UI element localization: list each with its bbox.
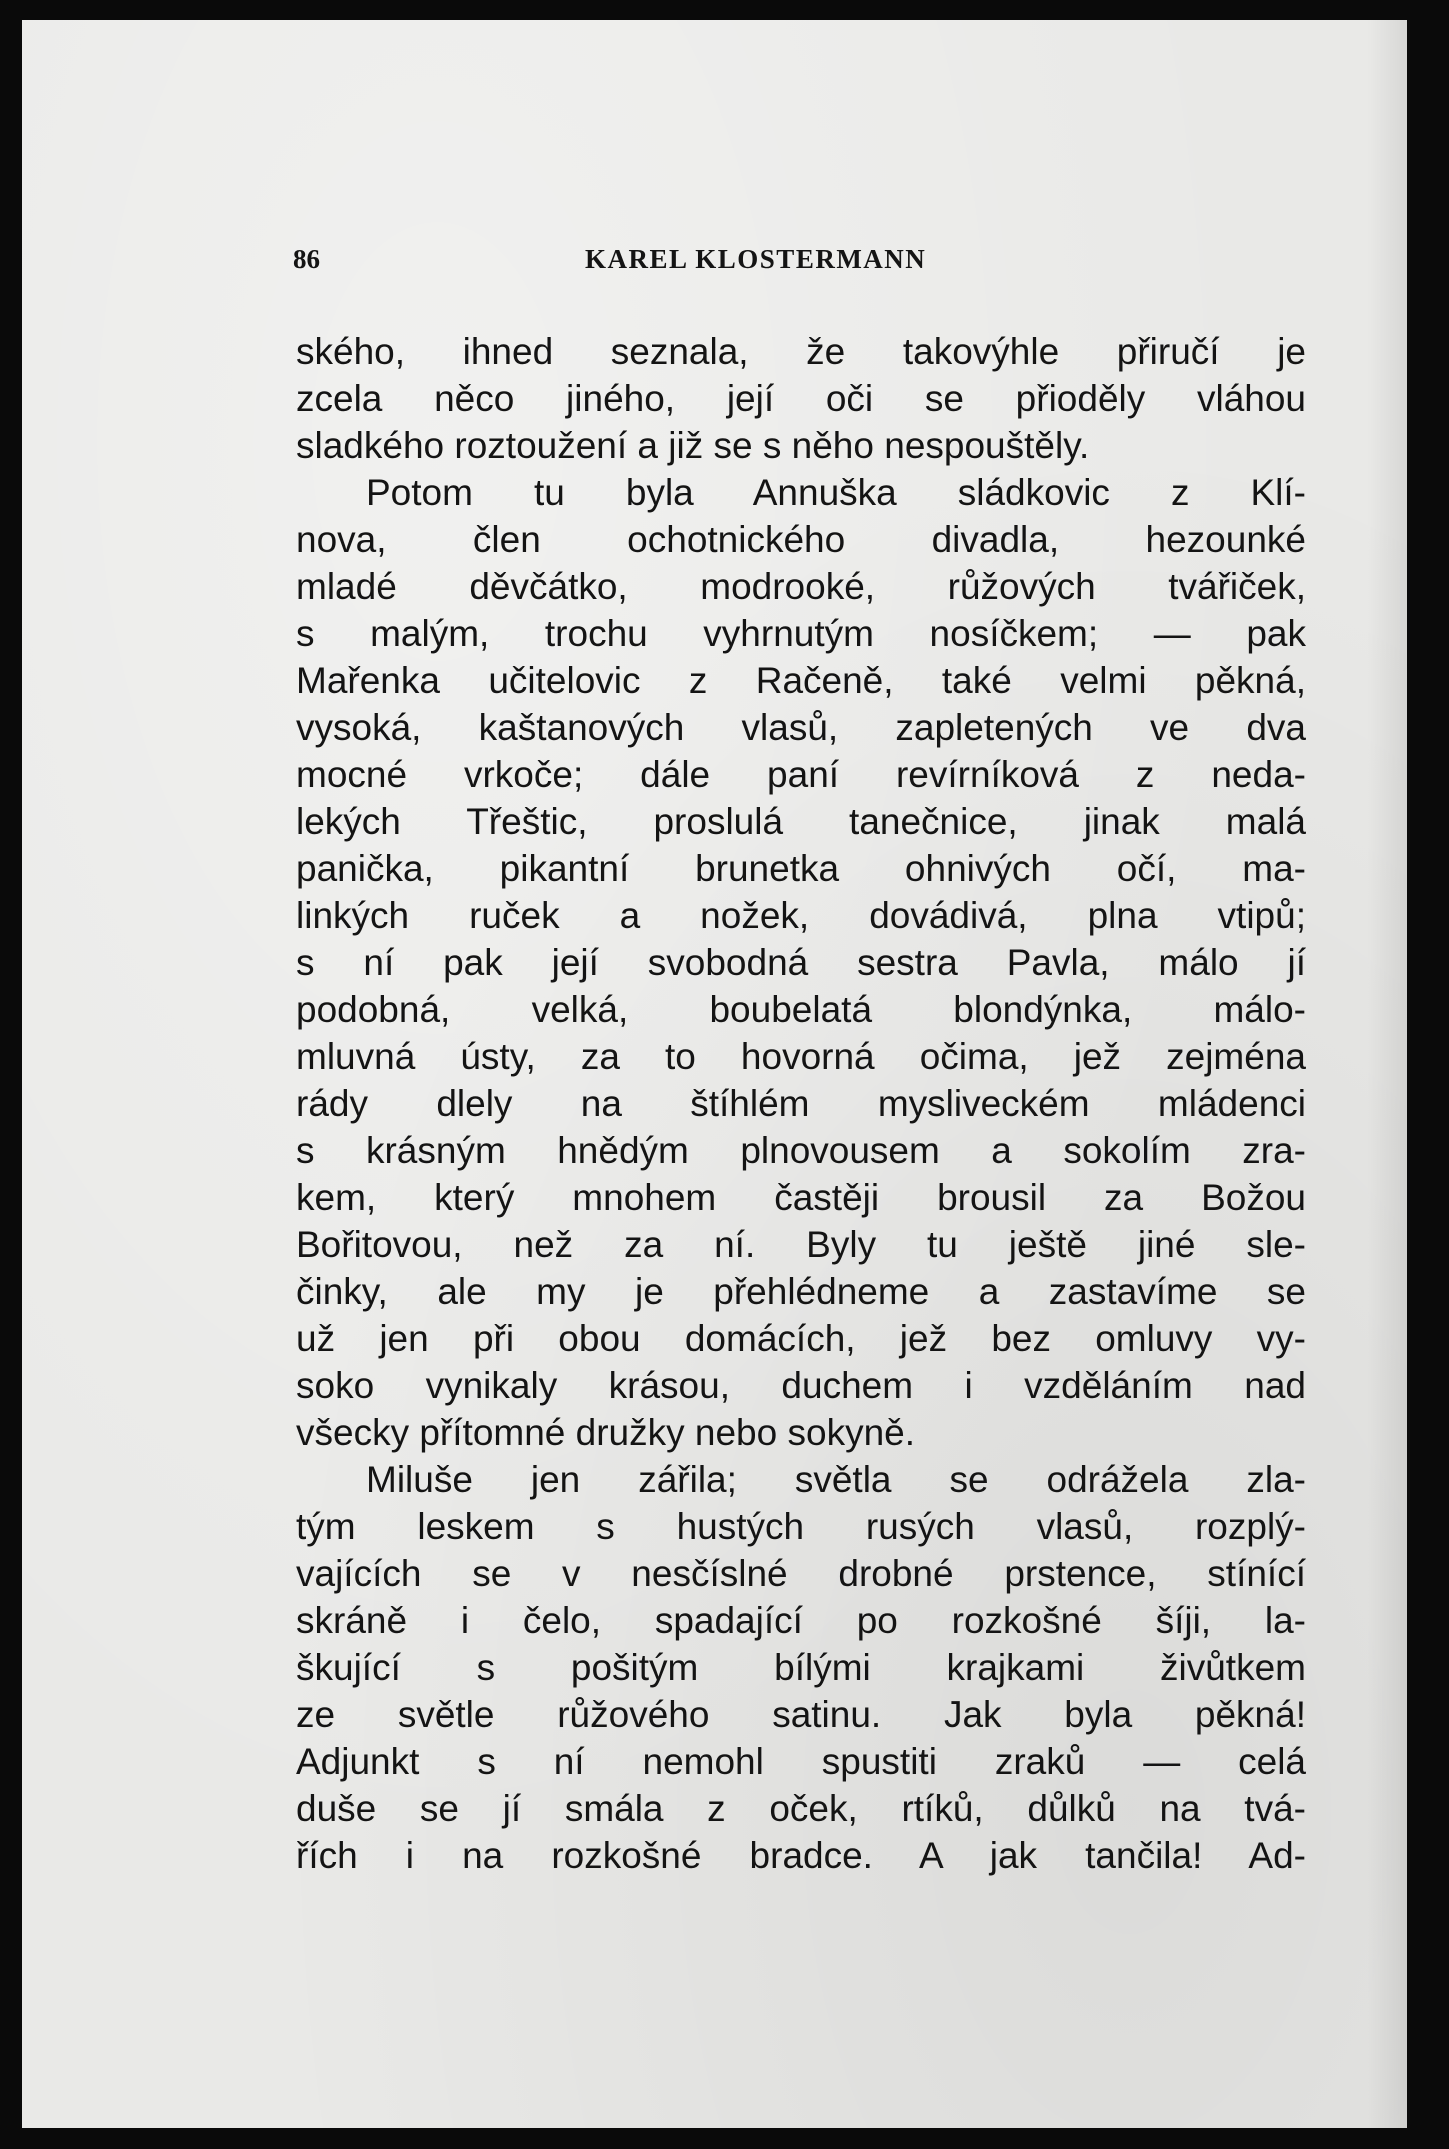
text-line: ského, ihned seznala, že takovýhle přiručí je — [296, 331, 1306, 372]
text-line: duše se jí smála z oček, rtíků, důlků na tvá- — [296, 1788, 1306, 1829]
text-line: kem, který mnohem častěji brousil za Božou — [296, 1177, 1306, 1218]
page-number: 86 — [293, 244, 320, 274]
text-line: Miluše jen zářila; světla se odrážela zla- — [366, 1459, 1306, 1500]
text-line: linkých ruček a nožek, dovádivá, plna vtipů; — [296, 895, 1306, 936]
text-line: skráně i čelo, spadající po rozkošné šíji, la- — [296, 1600, 1306, 1641]
text-line: Adjunkt s ní nemohl spustiti zraků — celá — [296, 1741, 1306, 1782]
page-header — [293, 244, 1303, 284]
running-head: KAREL KLOSTERMANN — [585, 244, 927, 274]
text-line: sladkého roztoužení a již se s něho nespouštěly. — [296, 425, 1090, 466]
text-line: rády dlely na štíhlém mysliveckém mládenci — [296, 1083, 1306, 1124]
text-line: mluvná ústy, za to hovorná očima, jež zejména — [296, 1036, 1306, 1077]
text-line: vajících se v nesčíslné drobné prstence, stínící — [296, 1553, 1306, 1594]
text-line: nova, člen ochotnického divadla, hezounké — [296, 519, 1306, 560]
text-line: Bořitovou, než za ní. Byly tu ještě jiné sle- — [296, 1224, 1306, 1265]
text-line: panička, pikantní brunetka ohnivých očí, ma- — [296, 848, 1306, 889]
text-line: soko vynikaly krásou, duchem i vzděláním nad — [296, 1365, 1306, 1406]
text-line: řích i na rozkošné bradce. A jak tančila! Ad- — [296, 1835, 1306, 1876]
text-line: lekých Třeštic, proslulá tanečnice, jinak malá — [296, 801, 1306, 842]
text-line: vysoká, kaštanových vlasů, zapletených ve dva — [296, 707, 1306, 748]
text-line: s malým, trochu vyhrnutým nosíčkem; — pak — [296, 613, 1306, 654]
text-line: všecky přítomné družky nebo sokyně. — [296, 1412, 916, 1453]
text-line: mocné vrkoče; dále paní revírníková z neda- — [296, 754, 1306, 795]
text-line: Potom tu byla Annuška sládkovic z Klí- — [366, 472, 1306, 513]
text-line: mladé děvčátko, modrooké, růžových tvářiček, — [296, 566, 1306, 607]
text-line: Mařenka učitelovic z Račeně, také velmi pěkná, — [296, 660, 1306, 701]
text-line: škující s pošitým bílými krajkami živůtkem — [296, 1647, 1306, 1688]
body-text — [296, 328, 1306, 1879]
text-line: podobná, velká, boubelatá blondýnka, málo- — [296, 989, 1306, 1030]
page-edge-shadow — [1367, 20, 1407, 2128]
text-line: zcela něco jiného, její oči se přioděly vláhou — [296, 378, 1306, 419]
text-line: ze světle růžového satinu. Jak byla pěkná! — [296, 1694, 1306, 1735]
text-line: s krásným hnědým plnovousem a sokolím zra- — [296, 1130, 1306, 1171]
text-line: činky, ale my je přehlédneme a zastavíme se — [296, 1271, 1306, 1312]
text-line: už jen při obou domácích, jež bez omluvy vy- — [296, 1318, 1306, 1359]
text-line: tým leskem s hustých rusých vlasů, rozplý- — [296, 1506, 1306, 1547]
text-line: s ní pak její svobodná sestra Pavla, málo jí — [296, 942, 1306, 983]
